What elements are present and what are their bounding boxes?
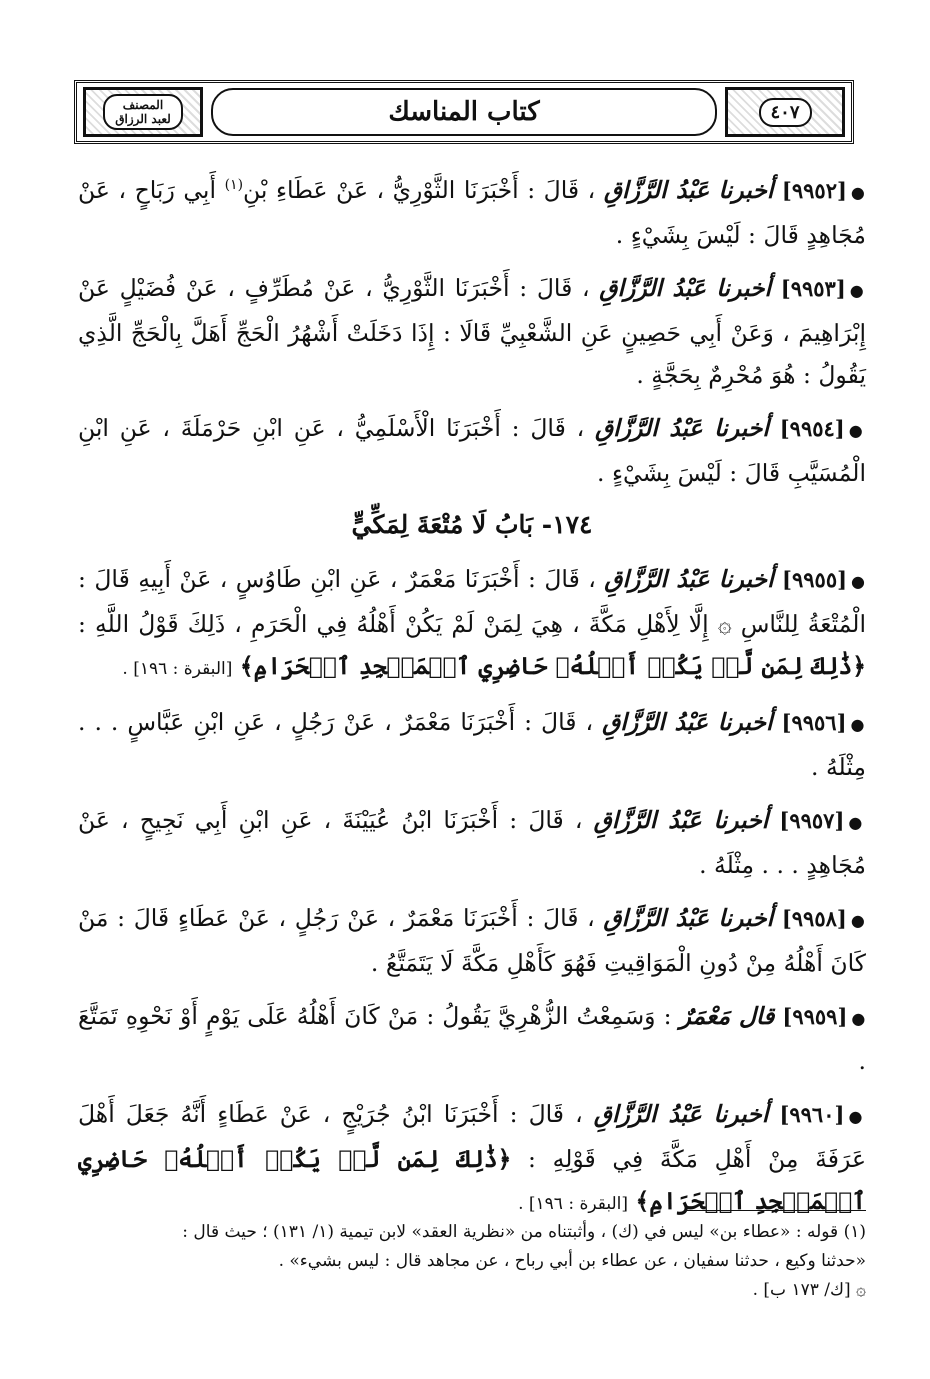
narration-lead: أخبرنا عَبْدُ الرَّزَّاقِ	[593, 805, 769, 834]
bullet-icon: ●	[850, 182, 866, 202]
footnote-marker[interactable]: (١)	[224, 177, 244, 193]
hadith-text: ، قَالَ : أَخْبَرَنَا مَعْمَرٌ ، عَنْ رَجُلٍ ، عَنِ ابْنِ عَبَّاسٍ . . . مِثْلَهُ .	[78, 707, 866, 781]
narration-lead: أخبرنا عَبْدُ الرَّزَّاقِ	[603, 175, 774, 204]
hadith-text: ، قَالَ : أَخْبَرَنَا مَعْمَرٌ ، عَنِ ابْنِ طَاوُسٍ ، عَنْ أَبِيهِ قَالَ : الْمُتْعَةُ لِلنَّاسِ ۞ إِلَّا لِأَهْلِ مَكَّةَ ، هِيَ لِمَنْ لَمْ يَكُنْ أَهْلُهُ فِي الْحَرَمِ ، ذَلِكَ قَوْلُ اللَّهِ :	[78, 564, 866, 638]
narration-lead: أخبرنا عَبْدُ الرَّزَّاقِ	[599, 273, 772, 302]
narration-lead: أخبرنا عَبْدُ الرَّزَّاقِ	[603, 903, 774, 932]
verse-reference: [البقرة : ١٩٦] .	[518, 1193, 629, 1214]
hadith-number: [٩٩٥٣]	[780, 275, 846, 301]
page-number-frame	[725, 87, 845, 137]
hadith-entry	[78, 558, 866, 690]
hadith-text: ، قَالَ : أَخْبَرَنَا الثَّوْرِيُّ ، عَنْ عَطَاءِ بْنِ	[243, 175, 596, 204]
hadith-number: [٩٩٥٩]	[782, 1003, 848, 1029]
hadith-number: [٩٩٥٦]	[781, 709, 847, 735]
hadith-number: [٩٩٦٠]	[779, 1101, 845, 1127]
chapter-title: ١٧٤- بَابُ لَا مُتْعَةَ لِمَكِّيٍّ	[351, 509, 593, 539]
hadith-number: [٩٩٥٧]	[779, 807, 845, 833]
quran-verse: ﴿ذَٰلِكَ لِمَن لَّمۡ يَكُنۡ أَهۡلُهُۥ حَاضِرِي ٱلۡمَسۡجِدِ ٱلۡحَرَامِ﴾	[239, 651, 866, 680]
footnotes	[78, 1218, 866, 1305]
hadith-text: ، قَالَ : أَخْبَرَنَا الثَّوْرِيُّ ، عَنْ مُطَرِّفٍ ، عَنْ فُضَيْلٍ عَنْ إِبْرَاهِيمَ ، وَعَنْ أَبِي حَصِينٍ عَنِ الشَّعْبِيِّ قَالَا : إِذَا دَخَلَتْ أَشْهُرُ الْحَجِّ أَهَلَّ بِالْحَجِّ الَّذِي يَقُولُ : هُوَ مُحْرِمٌ بِحَجَّةٍ .	[78, 273, 866, 389]
hadith-entry	[78, 164, 866, 256]
hadith-number: [٩٩٥٤]	[779, 415, 845, 441]
hadith-text-cont: أَبِي رَبَاحٍ ، عَنْ مُجَاهِدٍ قَالَ : لَيْسَ بِشَيْءٍ .	[78, 175, 866, 249]
hadith-entry	[78, 267, 866, 396]
hadith-entry	[78, 407, 866, 494]
bullet-icon: ●	[849, 280, 866, 300]
quran-verse: ﴿ذَٰلِكَ لِمَن لَّمۡ يَكُنۡ أَهۡلُهُۥ حَاضِرِي ٱلۡمَسۡجِدِ ٱلۡحَرَامِ﴾	[78, 1144, 866, 1215]
hadith-text: ، قَالَ : أَخْبَرَنَا ابْنُ عُيَيْنَةَ ، عَنِ ابْنِ أَبِي نَجِيحٍ ، عَنْ مُجَاهِدٍ . . . مِثْلَهُ .	[78, 805, 866, 879]
hadith-entry	[78, 799, 866, 886]
page-header	[74, 80, 854, 144]
page-number: ٤٠٧	[759, 98, 812, 127]
book-title: كتاب المناسك	[211, 88, 717, 136]
footnote-line: (١) قوله : «عطاء بن» ليس في (ك) ، وأثبتناه من «نظرية العقد» لابن تيمية (١/ ١٣١) ؛ حيث قال :	[182, 1222, 866, 1242]
bullet-icon: ●	[848, 420, 866, 440]
narration-lead: أخبرنا عَبْدُ الرَّزَّاقِ	[604, 564, 774, 593]
narration-lead: أخبرنا عَبْدُ الرَّزَّاقِ	[602, 707, 773, 736]
hadith-entry	[78, 897, 866, 984]
bullet-icon: ●	[848, 812, 866, 832]
hadith-entry	[78, 701, 866, 788]
bullet-icon: ●	[850, 910, 866, 930]
hadith-text: ، قَالَ : أَخْبَرَنَا ابْنُ جُرَيْجٍ ، عَنْ عَطَاءٍ أَنَّهُ جَعَلَ أَهْلَ عَرَفَةَ مِنْ أَهْلِ مَكَّةَ فِي قَوْلِهِ :	[78, 1099, 866, 1173]
book-logo	[83, 87, 203, 137]
hadith-text: : وَسَمِعْتُ الزُّهْرِيَّ يَقُولُ : مَنْ كَانَ أَهْلُهُ عَلَى يَوْمٍ أَوْ نَحْوِهِ تَمَتَّعَ .	[78, 1001, 866, 1075]
footnote-divider	[686, 1210, 866, 1211]
hadith-text: ، قَالَ : أَخْبَرَنَا الْأَسْلَمِيُّ ، عَنِ ابْنِ حَرْمَلَةَ ، عَنِ ابْنِ الْمُسَيَّبِ قَالَ : لَيْسَ بِشَيْءٍ .	[78, 413, 866, 487]
hadith-entry	[78, 995, 866, 1082]
logo-line-1: المصنف	[122, 98, 164, 112]
bullet-icon: ●	[851, 571, 866, 591]
footnote-line: «حدثنا وكيع ، حدثنا سفيان ، عن عطاء بن أبي رباح ، عن مجاهد قال : ليس بشيء» .	[278, 1251, 866, 1271]
narration-lead: أخبرنا عَبْدُ الرَّزَّاقِ	[593, 1099, 769, 1128]
hadith-number: [٩٩٥٨]	[781, 905, 847, 931]
page-body	[78, 164, 866, 1236]
bullet-icon: ●	[851, 1008, 866, 1028]
book-logo-text	[103, 94, 183, 130]
hadith-text: ، قَالَ : أَخْبَرَنَا مَعْمَرٌ ، عَنْ رَجُلٍ ، عَنْ عَطَاءٍ قَالَ : مَنْ كَانَ أَهْلُهُ مِنْ دُونِ الْمَوَاقِيتِ فَهُوَ كَأَهْلِ مَكَّةَ لَا يَتَمَتَّعُ .	[78, 903, 866, 977]
hadith-entry	[78, 1093, 866, 1225]
hadith-number: [٩٩٥٥]	[782, 566, 848, 592]
bullet-icon: ●	[850, 714, 866, 734]
bullet-icon: ●	[848, 1106, 866, 1126]
hadith-number: [٩٩٥٢]	[781, 177, 847, 203]
verse-reference: [البقرة : ١٩٦] .	[122, 658, 233, 679]
logo-line-2: لعبد الرزاق	[115, 112, 171, 126]
manuscript-reference: ۞ [ك/ ١٧٣ ب] .	[752, 1280, 866, 1300]
narration-lead: قال مَعْمَرٌ	[679, 1001, 775, 1030]
narration-lead: أخبرنا عَبْدُ الرَّزَّاقِ	[594, 413, 769, 442]
